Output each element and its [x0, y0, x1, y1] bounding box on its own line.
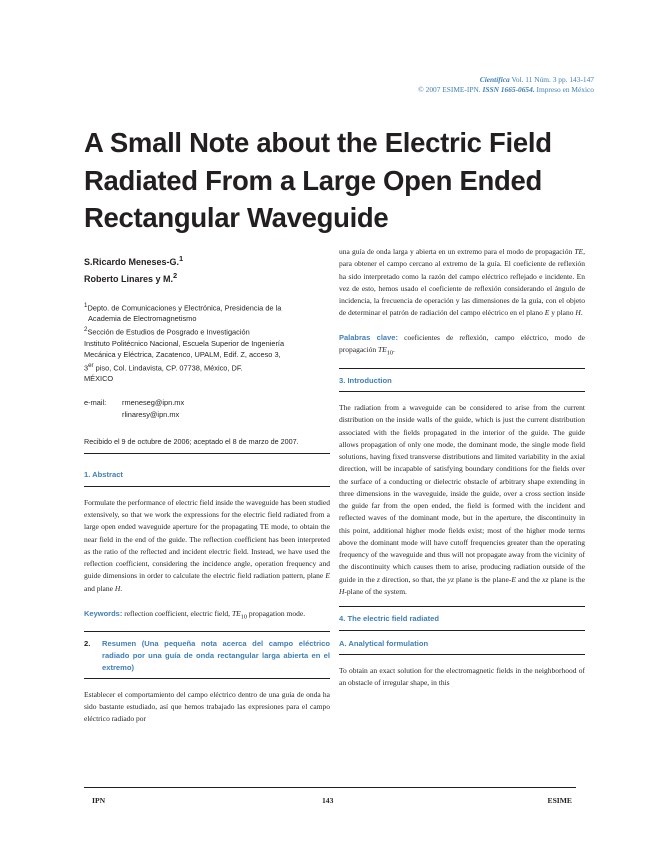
institution-line: Mecánica y Eléctrica, Zacatenco, UPALM, Edif. Z, acceso 3, [84, 349, 281, 359]
intro-body: The radiation from a waveguide can be considered to arise from the current distribution on the inside walls of the guide, which is just the current distribution associated with the fields propagated in the interior of the guide. The guide allows propagation of only one mode, the dominant mode, the single mode field solutions, having fixed transverse distributions and limited variability in the axial direction, will be incapable of satisfying boundary conditions for the fields over the surface of a conducting or dielectric obstacle of arbitrary shape extending in three dimensions in the waveguide, inside the guide, over a cross section inside the guide far from the open ended, the field is formed with the incident and reflected waves of the dominant mode, but in the aperture, the discontinuity in this point, additional higher mode fields exist; most of the higher mode terms above the dominant mode will have cutoff frequencies greater than the operating frequency of the waveguide and thus will not propagate away from the vicinity of the discontinuity which causes them to arise, producing radiation outside of the guide in the [339, 403, 585, 584]
abstract-text [84, 497, 330, 595]
divider [339, 391, 585, 392]
page-footer [84, 787, 576, 805]
floor-suffix: er [88, 361, 94, 369]
resumen-heading [84, 638, 330, 674]
abstract-body: . [120, 583, 123, 593]
affiliations [84, 300, 330, 384]
institution-address [84, 360, 330, 373]
resumen-body: una guía de onda larga y abierta en un extremo para el modo de propagación [339, 247, 575, 256]
affiliation-text: Depto. de Comunicaciones y Electrónica, Presidencia de la [87, 303, 282, 313]
affiliation-2 [84, 324, 330, 337]
h-symbol: H [575, 308, 581, 318]
footer-right: ESIME [547, 796, 572, 805]
introduction-text [339, 402, 585, 598]
footer-left: IPN [92, 796, 106, 805]
keywords-text: propagation mode. [246, 608, 306, 618]
h-symbol: H [339, 586, 345, 596]
author-name: S.Ricardo Meneses-G. [84, 257, 180, 267]
h-symbol: H [114, 583, 121, 593]
institution-line: Instituto Politécnico Nacional, Escuela Superior de Ingeniería [84, 338, 285, 348]
keywords-text: reflection coefficient, electric field, [122, 608, 232, 618]
affiliation-mark: 1 [84, 302, 88, 309]
paper-title: A Small Note about the Electric Field Radiated From a Large Open Ended Rectangular Waveguide [84, 127, 552, 233]
journal-name: Científica [479, 75, 510, 84]
address-text: piso, Col. Lindavista, CP. 07738, México, DF. [93, 363, 243, 373]
divider [339, 654, 585, 655]
intro-body: plane is the [548, 574, 585, 584]
keywords [84, 608, 330, 624]
divider [84, 631, 330, 632]
te-symbol: TE [377, 344, 387, 354]
author-list [84, 252, 330, 286]
te-symbol: TE [231, 608, 241, 618]
divider [84, 453, 330, 454]
intro-body: and the [515, 574, 543, 584]
electric-field-heading: 4. The electric field radiated [339, 614, 440, 623]
email-address[interactable]: rlinaresy@ipn.mx [122, 410, 180, 420]
resumen-body: , para obtener el campo cercano al extremo de la guía. El coeficiente de reflexión ha sido interpretado como la razón del campo eléctrico reflejado e incidente. En vez de esto, hemos usado el coeficiente de reflexión considerando el ángulo de incidencia, la frecuencia de operación y las dimensiones de la guía, con el objeto de determinar el patrón de radiación del campo eléctrico en el plano [339, 247, 585, 318]
resumen-text-left: Establecer el comportamiento del campo eléctrico dentro de una guía de onda ha sido bastante estudiado, así que hemos trabajado las expresiones para el campo eléctrico radiado por [84, 689, 330, 724]
email-row [84, 397, 330, 409]
email-label: e-mail: [84, 398, 107, 408]
email-address[interactable]: rmeneseg@ipn.mx [122, 398, 185, 408]
journal-copyright-line [418, 85, 594, 95]
resumen-title: Resumen (Una pequeña nota acerca del campo eléctrico radiado por una guía de onda rectangular larga abierta en el extremo) [102, 638, 330, 672]
e-symbol: E [511, 574, 516, 584]
email-block [84, 397, 330, 421]
email-label-spacer [84, 409, 122, 421]
palabras-label: Palabras clave: [339, 332, 398, 342]
resumen-body: y plano [549, 308, 576, 318]
divider [84, 678, 330, 679]
palabras-text: coeficientes de reflexión, campo eléctrico, modo de propagación [339, 332, 585, 354]
yz-symbol: yz [447, 574, 454, 584]
te-symbol: TE [574, 247, 584, 256]
intro-body: -plane of the system. [344, 586, 407, 596]
page-number: 143 [322, 796, 334, 805]
author-1 [84, 252, 330, 269]
email-row [84, 409, 330, 421]
resumen-text-right [339, 246, 585, 320]
received-date: Recibido el 9 de octubre de 2006; aceptado el 8 de marzo de 2007. [84, 437, 299, 447]
institution-country: MÉXICO [84, 374, 114, 384]
z-symbol: z [376, 574, 380, 584]
printed-in: Impreso en México [534, 85, 594, 94]
abstract-heading: 1. Abstract [84, 470, 123, 480]
e-symbol: E [544, 308, 550, 318]
floor-number: 3 [84, 363, 89, 373]
analytical-formulation-heading: A. Analytical formulation [339, 638, 429, 648]
affiliation-1-cont: Academia de Electromagnetismo [88, 314, 197, 324]
journal-citation-line [418, 75, 594, 85]
divider [339, 606, 585, 607]
palabras-clave [339, 332, 585, 360]
resumen-body: . [580, 308, 583, 318]
divider [339, 368, 585, 369]
author-2 [84, 269, 330, 286]
abstract-body: and plane [84, 583, 115, 593]
electric-field-text: To obtain an exact solution for the electromagnetic fields in the neighborhood of an obstacle of irregular shape, in this [339, 666, 585, 688]
affiliation-1 [84, 300, 330, 313]
e-symbol: E [325, 571, 330, 581]
intro-body: plane is the plane- [453, 574, 512, 584]
right-column [339, 246, 585, 690]
author-name: Roberto Linares y M. [84, 274, 174, 284]
author-mark: 2 [173, 271, 178, 280]
divider [84, 486, 330, 487]
affiliation-text: Sección de Estudios de Posgrado e Investigación [87, 327, 250, 337]
xz-symbol: xz [542, 574, 549, 584]
divider [339, 630, 585, 631]
section-number: 2. [84, 638, 91, 648]
te-subscript: 10 [240, 613, 247, 621]
journal-citation: Vol. 11 Núm. 3 pp. 143-147 [509, 75, 594, 84]
journal-header [418, 75, 594, 95]
copyright-text: © 2007 ESIME-IPN. [418, 85, 483, 94]
introduction-heading: 3. Introduction [339, 375, 392, 385]
te-subscript: 10 [386, 349, 393, 357]
author-mark: 1 [179, 254, 184, 263]
left-column [84, 246, 330, 725]
issn: ISSN 1665-0654. [482, 85, 535, 94]
keywords-label: Keywords: [84, 608, 123, 618]
intro-body: direction, so that, the [379, 574, 448, 584]
affiliation-mark: 2 [84, 326, 88, 334]
palabras-text: . [392, 344, 395, 354]
abstract-body: Formulate the performance of electric field inside the waveguide has been studied extensively, so that we work the expressions for the electric field radiated from a large open ended waveguide aperture for the propagating TE mode, to obtain the near field in the end of the guide. The reflection coefficient has been interpreted as the ratio of the reflected and incident electric field. Instead, we have used the reflection coefficient, considering the incidence angle, operation frequency and guide dimensions in order to calculate the electric field radiation pattern, plane [84, 497, 330, 581]
